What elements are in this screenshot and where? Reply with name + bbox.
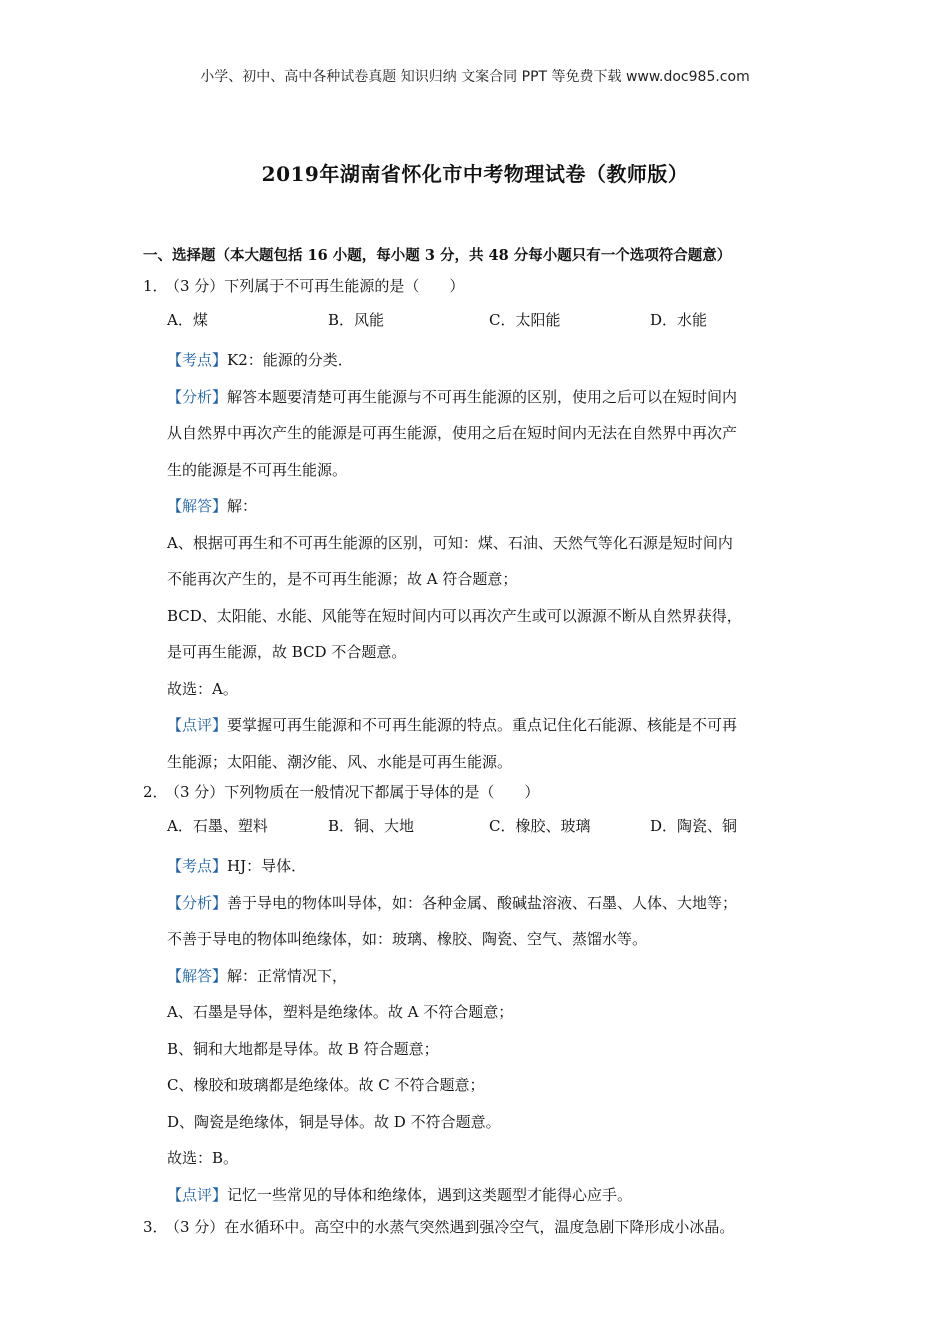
- jieda-line: 是可再生能源，故 BCD 不合题意。: [167, 643, 407, 661]
- kaodian-section: [167, 848, 811, 885]
- fenxi-tag: 【分析】: [167, 387, 228, 406]
- question-number: 2．: [143, 783, 168, 801]
- kaodian-tag: 【考点】: [167, 351, 228, 369]
- jieda-line: C、橡胶和玻璃都是绝缘体。故 C 不符合题意；: [167, 1076, 485, 1094]
- option-a: A．石墨、塑料: [167, 817, 268, 835]
- dianping-line: 要掌握可再生能源和不可再生能源的特点。重点记住化石能源、核能是不可再: [227, 716, 738, 734]
- fenxi-line: 从自然界中再次产生的能源是可再生能源，使用之后在短时间内无法在自然界中再次产: [167, 424, 738, 442]
- kaodian-section: [167, 342, 811, 379]
- question-text: （3 分）在水循环中。高空中的水蒸气突然遇到强冷空气，温度急剧下降形成小冰晶。: [165, 1218, 735, 1236]
- kaodian-tag: 【考点】: [167, 857, 228, 875]
- dianping-tag: 【点评】: [167, 1185, 228, 1204]
- document-body: [143, 244, 811, 1249]
- jieda-tag: 【解答】: [167, 966, 228, 985]
- question-text: （3 分）下列物质在一般情况下都属于导体的是（ ）: [165, 783, 540, 801]
- jieda-line: D、陶瓷是绝缘体，铜是导体。故 D 不符合题意。: [167, 1112, 501, 1131]
- document-title: 2019年湖南省怀化市中考物理试卷（教师版）: [261, 162, 689, 186]
- fenxi-line: 不善于导电的物体叫绝缘体，如：玻璃、橡胶、陶瓷、空气、蒸馏水等。: [167, 930, 648, 948]
- dianping-section: [167, 1177, 811, 1214]
- jieda-line: 不能再次产生的，是不可再生能源；故 A 符合题意；: [167, 570, 518, 588]
- jieda-intro: 解：正常情况下，: [227, 966, 348, 985]
- page-header: 小学、初中、高中各种试卷真题 知识归纳 文案合同 PPT 等免费下载 www.doc985.com: [200, 69, 750, 85]
- fenxi-line: 解答本题要清楚可再生能源与不可再生能源的区别，使用之后可以在短时间内: [227, 387, 738, 406]
- option-c: C．太阳能: [489, 311, 561, 329]
- jieda-line: BCD、太阳能、水能、风能等在短时间内可以再次产生或可以源源不断从自然界获得，: [167, 606, 742, 625]
- dianping-section: [167, 707, 811, 780]
- jieda-line: A、石墨是导体，塑料是绝缘体。故 A 不符合题意；: [167, 1003, 514, 1021]
- fenxi-tag: 【分析】: [167, 893, 228, 912]
- question-3: [143, 1215, 811, 1239]
- option-d: D．陶瓷、铜: [650, 817, 738, 835]
- kaodian-text: K2：能源的分类．: [227, 351, 353, 369]
- question-stem: [143, 780, 811, 804]
- option-list: [167, 814, 811, 838]
- option-b: B．风能: [328, 311, 385, 329]
- fenxi-section: [167, 379, 811, 489]
- option-b: B．铜、大地: [328, 817, 415, 835]
- dianping-tag: 【点评】: [167, 716, 228, 734]
- dianping-line: 记忆一些常见的导体和绝缘体，遇到这类题型才能得心应手。: [227, 1185, 633, 1204]
- fenxi-line: 生的能源是不可再生能源。: [167, 460, 348, 479]
- option-d: D．水能: [650, 311, 708, 329]
- question-number: 1．: [143, 277, 168, 295]
- jieda-section: [167, 488, 811, 707]
- jieda-section: [167, 958, 811, 1177]
- jieda-line: B、铜和大地都是导体。故 B 符合题意；: [167, 1039, 439, 1058]
- option-c: C．橡胶、玻璃: [489, 817, 591, 835]
- jieda-intro: 解：: [227, 497, 258, 515]
- answer-line: 故选：A。: [167, 679, 238, 698]
- question-2: [143, 780, 811, 1213]
- jieda-tag: 【解答】: [167, 497, 228, 515]
- question-1: [143, 274, 811, 780]
- fenxi-line: 善于导电的物体叫导体，如：各种金属、酸碱盐溶液、石墨、人体、大地等；: [227, 893, 738, 912]
- option-a: A．煤: [167, 311, 208, 329]
- question-stem: [143, 1215, 811, 1239]
- jieda-line: A、根据可再生和不可再生能源的区别，可知：煤、石油、天然气等化石源是短时间内: [167, 533, 733, 552]
- kaodian-text: HJ：导体．: [227, 857, 307, 875]
- section-heading: 一、选择题（本大题包括 16 小题，每小题 3 分，共 48 分每小题只有一个选项符合题意）: [143, 247, 732, 264]
- dianping-line: 生能源；太阳能、潮汐能、风、水能是可再生能源。: [167, 752, 513, 771]
- question-text: （3 分）下列属于不可再生能源的是（ ）: [165, 277, 465, 295]
- fenxi-section: [167, 885, 811, 958]
- question-number: 3．: [143, 1218, 168, 1236]
- answer-line: 故选：B。: [167, 1149, 239, 1167]
- option-list: [167, 308, 811, 332]
- question-stem: [143, 274, 811, 298]
